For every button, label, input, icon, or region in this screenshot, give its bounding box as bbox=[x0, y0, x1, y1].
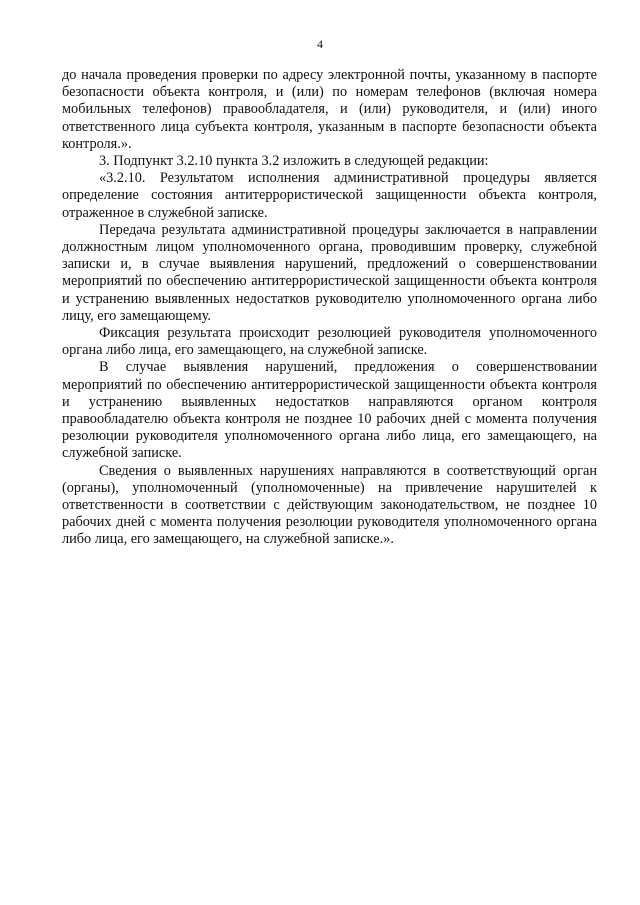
paragraph-transfer: Передача результата административной процедуры заключается в направлении должностным лицом уполномоченного органа, проводившим проверку, служебной записки и, в случае выявления нарушений, предложений о совершенствовании мероприятий по обеспечению антитеррористической защищенности объекта контроля и устранению выявленных недостатков руководителю уполномоченного органа либо лицу, его замещающему. bbox=[62, 221, 597, 324]
paragraph-violations: В случае выявления нарушений, предложения о совершенствовании мероприятий по обеспечению антитеррористической защищенности объекта контроля и устранению выявленных недостатков направляются органом контроля правообладателю объекта контроля не позднее 10 рабочих дней с момента получения резолюции руководителя уполномоченного органа либо лица, его замещающего, на служебной записке. bbox=[62, 359, 597, 462]
paragraph-item-3: 3. Подпункт 3.2.10 пункта 3.2 изложить в следующей редакции: bbox=[99, 153, 489, 170]
paragraph-fixation: Фиксация результата происходит резолюцией руководителя уполномоченного органа либо лица, его замещающего, на служебной записке. bbox=[62, 325, 597, 359]
paragraph-3-2-10: «3.2.10. Результатом исполнения административной процедуры является определение состояния антитеррористической защищенности объекта контроля, отраженное в служебной записке. bbox=[62, 170, 597, 221]
document-body bbox=[62, 67, 597, 549]
paragraph-information: Сведения о выявленных нарушениях направляются в соответствующий орган (органы), уполномоченный (уполномоченные) на привлечение нарушителей к ответственности в соответствии с действующим законодательством, не позднее 10 рабочих дней с момента получения резолюции руководителя уполномоченного органа либо лица, его замещающего, на служебной записке.». bbox=[62, 462, 597, 548]
page-number: 4 bbox=[317, 37, 323, 51]
paragraph-continuation: до начала проведения проверки по адресу электронной почты, указанному в паспорте безопасности объекта контроля, и (или) по номерам телефонов (включая номера мобильных телефонов) правообладателя, и (или) руководителя, и (или) иного ответственного лица субъекта контроля, указанным в паспорте безопасности объекта контроля.». bbox=[62, 67, 597, 152]
